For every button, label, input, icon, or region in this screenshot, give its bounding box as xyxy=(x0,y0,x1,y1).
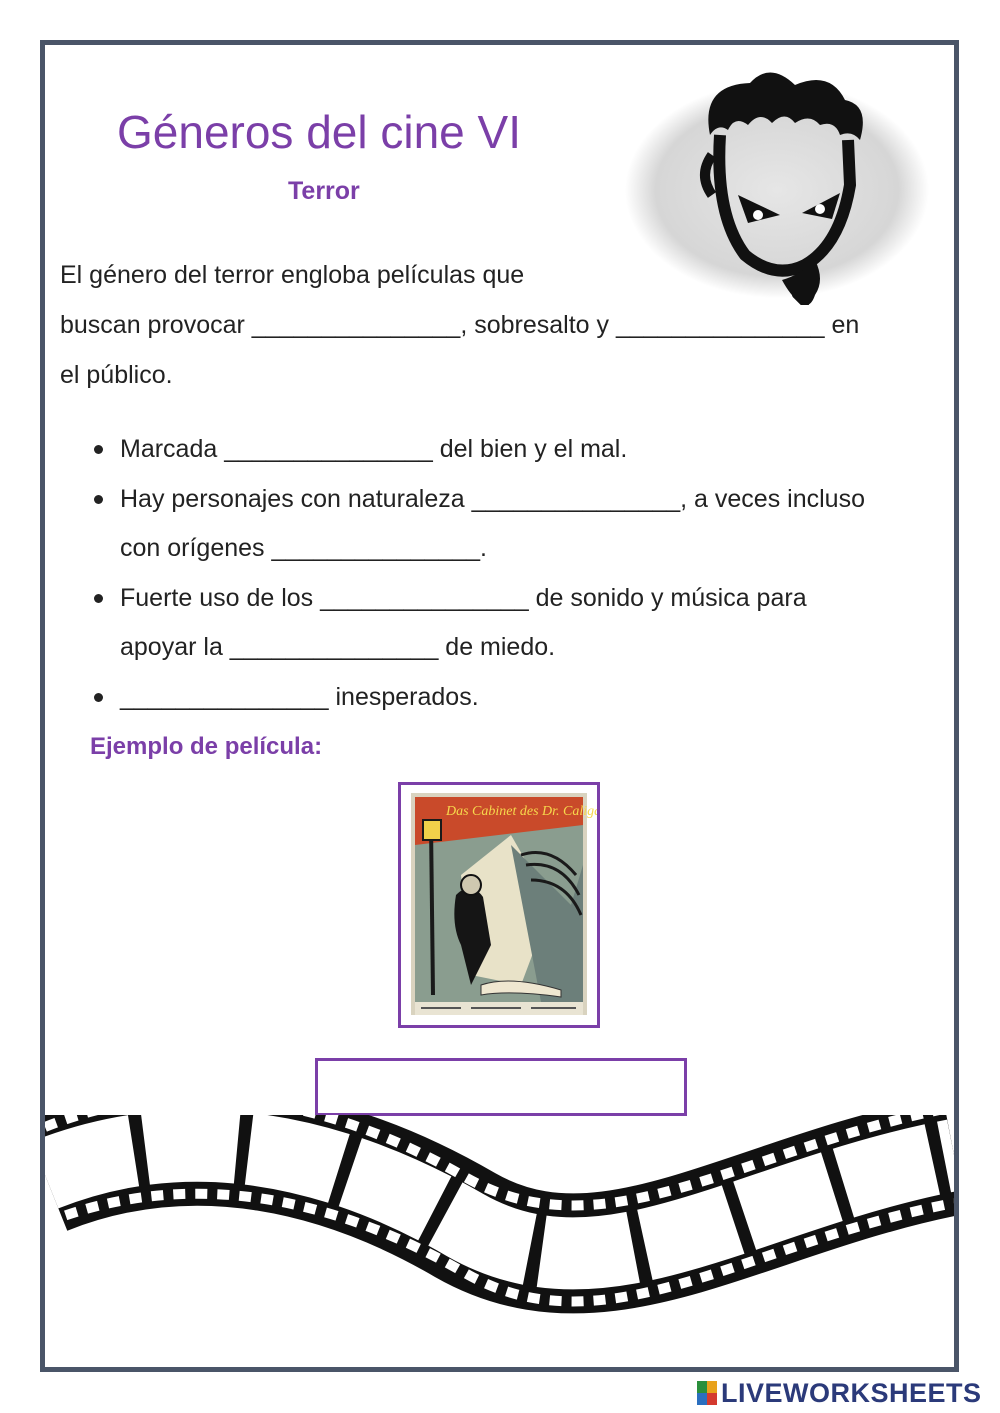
liveworksheets-logo-icon xyxy=(697,1381,717,1405)
characteristics-list xyxy=(90,425,940,722)
list-item xyxy=(90,425,940,475)
intro-line: buscan provocar _______________, sobresalto y _______________ en xyxy=(60,311,860,339)
page-subtitle: Terror xyxy=(288,177,360,205)
poster-image xyxy=(401,785,597,1025)
list-item-text: apoyar la _______________ de miedo. xyxy=(120,633,556,661)
bullet-icon xyxy=(94,445,103,454)
film-strip-icon xyxy=(45,1115,954,1315)
list-item-text: con orígenes _______________. xyxy=(120,534,487,562)
bullet-icon xyxy=(94,594,103,603)
list-item xyxy=(90,673,940,723)
brand-name: LIVEWORKSHEETS xyxy=(721,1377,982,1408)
list-item xyxy=(90,475,940,574)
bullet-icon xyxy=(94,693,103,702)
liveworksheets-logo xyxy=(697,1378,982,1408)
list-item-text: _______________ inesperados. xyxy=(120,682,479,711)
intro-paragraph xyxy=(60,250,940,400)
example-label: Ejemplo de película: xyxy=(90,733,323,760)
movie-poster xyxy=(398,782,600,1028)
poster-title: Das Cabinet des Dr. Caligari xyxy=(446,804,597,819)
intro-line: el público. xyxy=(60,361,173,389)
list-item-text: Marcada _______________ del bien y el mal. xyxy=(120,435,628,463)
movie-answer-input[interactable] xyxy=(315,1058,687,1116)
page-title: Géneros del cine VI xyxy=(117,106,522,158)
worksheet-frame xyxy=(40,40,959,1372)
intro-line: El género del terror engloba películas que xyxy=(60,261,525,289)
list-item-text: Fuerte uso de los _______________ de sonido y música para xyxy=(120,583,807,612)
bullet-icon xyxy=(94,495,103,504)
list-item-text: Hay personajes con naturaleza _______________, a veces incluso xyxy=(120,484,865,513)
list-item xyxy=(90,574,940,673)
